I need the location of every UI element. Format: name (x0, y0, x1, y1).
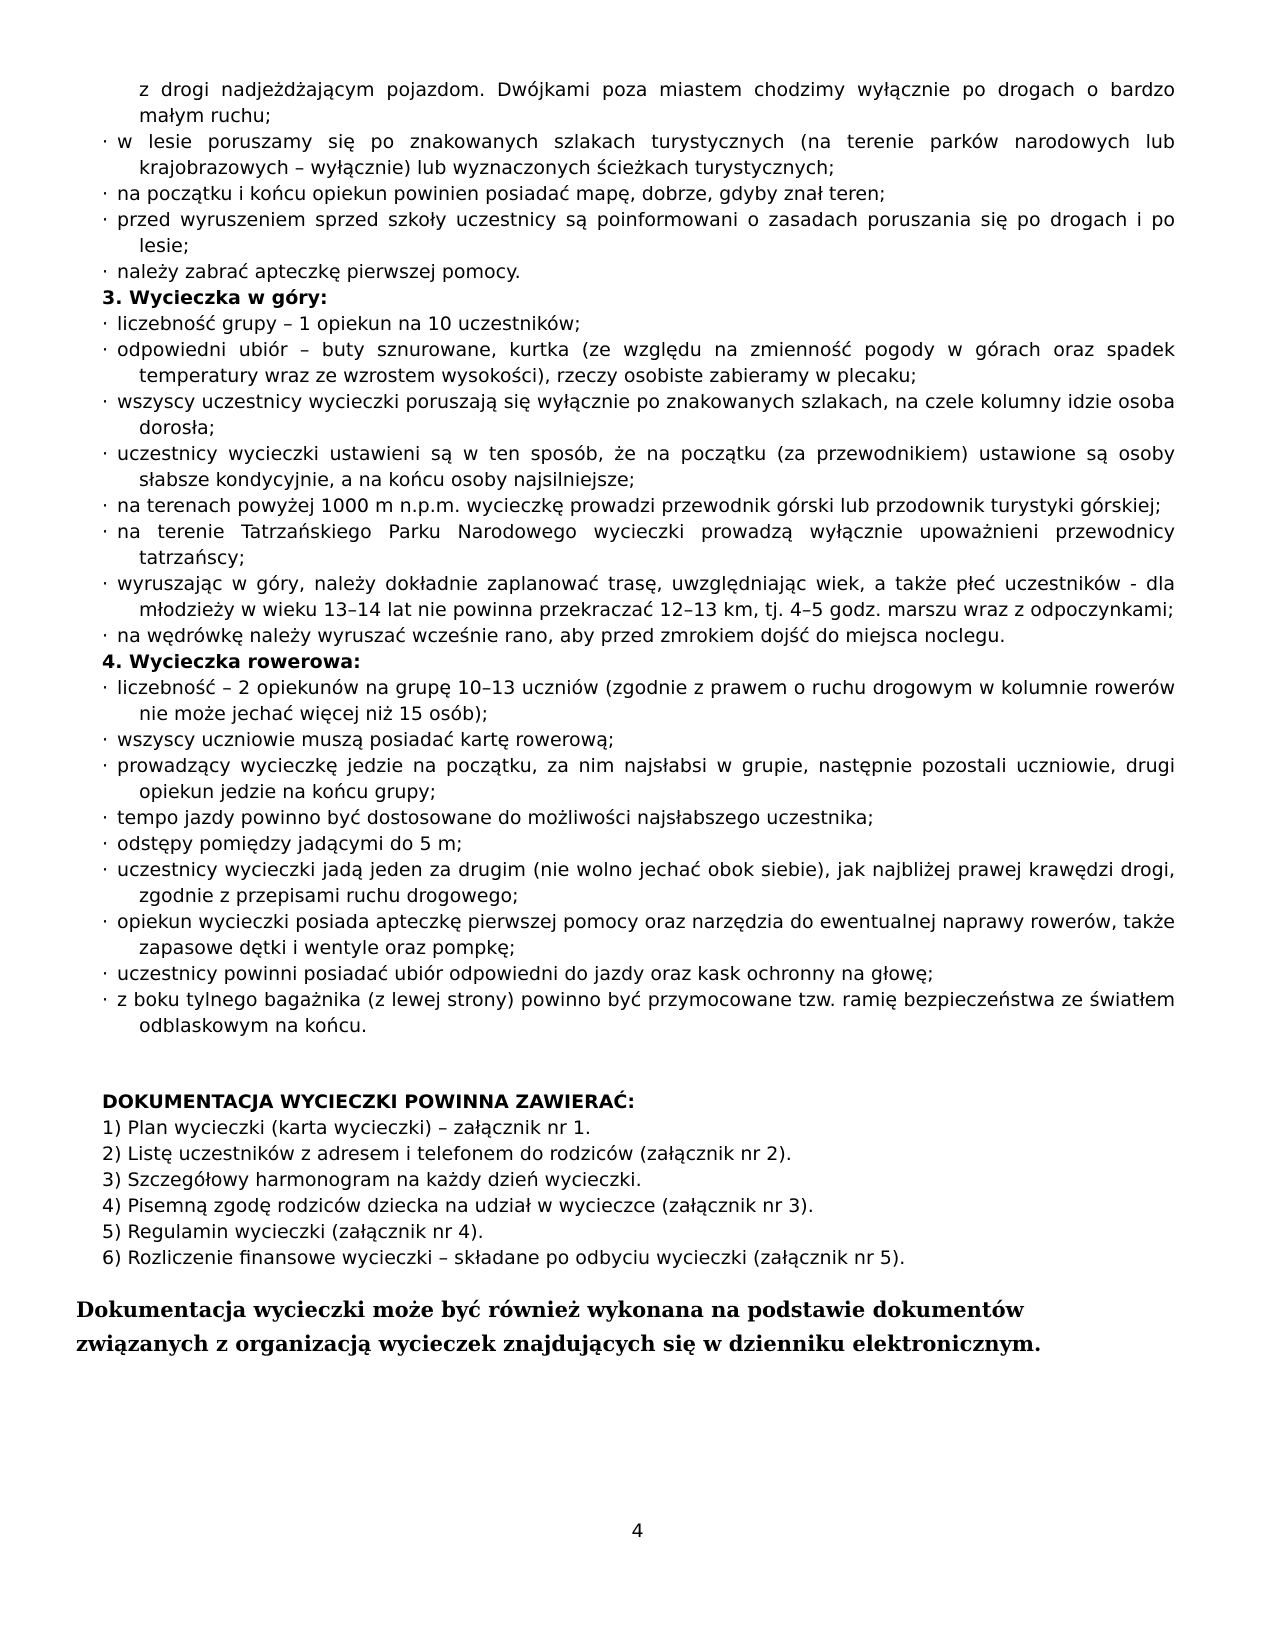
bullet-marker: · (102, 963, 109, 985)
bullet-marker: · (102, 625, 109, 647)
bullet-marker: · (102, 131, 109, 153)
bullet-text: należy zabrać apteczkę pierwszej pomocy. (117, 261, 521, 283)
bullet-marker: · (102, 261, 109, 283)
bullet-item (102, 753, 1175, 805)
bullet-item (102, 857, 1175, 909)
bullet-text: liczebność grupy – 1 opiekun na 10 uczestników; (117, 313, 581, 335)
bullet-item (102, 909, 1175, 961)
bullet-text: uczestnicy wycieczki ustawieni są w ten sposób, że na początku (za przewodnikiem) ustawione są osoby słabsze kondycyjnie, a na końcu osoby najsilniejsze; (117, 443, 1175, 491)
bullet-item (102, 571, 1175, 623)
bullet-marker: · (102, 443, 109, 465)
section-heading: 3. Wycieczka w góry: (102, 287, 328, 309)
bullet-marker: · (102, 313, 109, 335)
paragraph-continuation: z drogi nadjeżdżającym pojazdom. Dwójkami poza miastem chodzimy wyłącznie po drogach o bardzo małym ruchu; (139, 79, 1175, 127)
note-paragraph: Dokumentacja wycieczki może być również wykonana na podstawie dokumentów związanych z organizacją wycieczek znajdujących się w dzienniku elektronicznym. (76, 1297, 1042, 1356)
bullet-text: opiekun wycieczki posiada apteczkę pierwszej pomocy oraz narzędzia do ewentualnej naprawy rowerów, także zapasowe dętki i wentyle oraz pompkę; (117, 911, 1175, 959)
bullet-text: odstępy pomiędzy jadącymi do 5 m; (117, 833, 463, 855)
bullet-text: uczestnicy powinni posiadać ubiór odpowiedni do jazdy oraz kask ochronny na głowę; (117, 963, 934, 985)
bullet-marker: · (102, 807, 109, 829)
bullet-marker: · (102, 391, 109, 413)
bullet-item (102, 961, 1175, 987)
bullet-marker: · (102, 989, 109, 1011)
bullet-item (102, 181, 1175, 207)
bullet-marker: · (102, 911, 109, 933)
bullet-text: z boku tylnego bagażnika (z lewej strony) powinno być przymocowane tzw. ramię bezpieczeństwa ze światłem odblaskowym na końcu. (117, 989, 1175, 1037)
page-number: 4 (631, 1520, 644, 1542)
bullet-text: w lesie poruszamy się po znakowanych szlakach turystycznych (na terenie parków narodowych lub krajobrazowych – wyłącznie) lub wyznaczonych ścieżkach turystycznych; (117, 131, 1175, 179)
bullet-item (102, 389, 1175, 441)
bullet-text: uczestnicy wycieczki jadą jeden za drugim (nie wolno jechać obok siebie), jak najbliżej prawej krawędzi drogi, zgodnie z przepisami ruchu drogowego; (117, 859, 1175, 907)
bullet-text: na wędrówkę należy wyruszać wcześnie rano, aby przed zmrokiem dojść do miejsca noclegu. (117, 625, 1006, 647)
bullet-marker: · (102, 729, 109, 751)
bullet-item (102, 441, 1175, 493)
bullet-marker: · (102, 209, 109, 231)
bullet-text: prowadzący wycieczkę jedzie na początku, za nim najsłabsi w grupie, następnie pozostali uczniowie, drugi opiekun jedzie na końcu grupy; (117, 755, 1175, 803)
bullet-item (102, 259, 1175, 285)
bullet-marker: · (102, 573, 109, 595)
documentation-heading: DOKUMENTACJA WYCIECZKI POWINNA ZAWIERAĆ: (102, 1091, 635, 1113)
bullet-marker: · (102, 859, 109, 881)
numbered-item: 2) Listę uczestników z adresem i telefonem do rodziców (załącznik nr 2). (102, 1143, 792, 1165)
bullet-item (102, 207, 1175, 259)
bullet-item (102, 519, 1175, 571)
document-body (76, 77, 1175, 1361)
bullet-item (102, 727, 1175, 753)
bullet-item (102, 987, 1175, 1039)
bullet-text: na terenie Tatrzańskiego Parku Narodowego wycieczki prowadzą wyłącznie upoważnieni przewodnicy tatrzańscy; (117, 521, 1175, 569)
bullet-marker: · (102, 677, 109, 699)
bullet-text: na początku i końcu opiekun powinien posiadać mapę, dobrze, gdyby znał teren; (117, 183, 886, 205)
bullet-item (102, 831, 1175, 857)
bullet-marker: · (102, 521, 109, 543)
bullet-item (102, 311, 1175, 337)
bullet-item (102, 493, 1175, 519)
bullet-text: liczebność – 2 opiekunów na grupę 10–13 uczniów (zgodnie z prawem o ruchu drogowym w kolumnie rowerów nie może jechać więcej niż 15 osób); (117, 677, 1175, 725)
section-heading: 4. Wycieczka rowerowa: (102, 651, 361, 673)
bullet-item (102, 675, 1175, 727)
bullet-marker: · (102, 183, 109, 205)
bullet-item (102, 805, 1175, 831)
numbered-item: 3) Szczegółowy harmonogram na każdy dzień wycieczki. (102, 1169, 642, 1191)
bullet-text: przed wyruszeniem sprzed szkoły uczestnicy są poinformowani o zasadach poruszania się po drogach i po lesie; (117, 209, 1175, 257)
bullet-marker: · (102, 833, 109, 855)
bullet-text: na terenach powyżej 1000 m n.p.m. wycieczkę prowadzi przewodnik górski lub przodownik turystyki górskiej; (117, 495, 1162, 517)
bullet-item (102, 129, 1175, 181)
numbered-item: 5) Regulamin wycieczki (załącznik nr 4). (102, 1221, 484, 1243)
numbered-item: 4) Pisemną zgodę rodziców dziecka na udział w wycieczce (załącznik nr 3). (102, 1195, 814, 1217)
bullet-text: wszyscy uczestnicy wycieczki poruszają się wyłącznie po znakowanych szlakach, na czele kolumny idzie osoba dorosła; (117, 391, 1175, 439)
bullet-marker: · (102, 339, 109, 361)
bullet-text: odpowiedni ubiór – buty sznurowane, kurtka (ze względu na zmienność pogody w górach oraz spadek temperatury wraz ze wzrostem wysokości), rzeczy osobiste zabieramy w plecaku; (117, 339, 1175, 387)
bullet-item (102, 623, 1175, 649)
bullet-text: wszyscy uczniowie muszą posiadać kartę rowerową; (117, 729, 615, 751)
bullet-text: tempo jazdy powinno być dostosowane do możliwości najsłabszego uczestnika; (117, 807, 874, 829)
bullet-item (102, 337, 1175, 389)
bullet-text: wyruszając w góry, należy dokładnie zaplanować trasę, uwzględniając wiek, a także płeć uczestników - dla młodzieży w wieku 13–14 lat nie powinna przekraczać 12–13 km, tj. 4–5 godz. marszu wraz z odpoczynkami; (117, 573, 1175, 621)
bullet-marker: · (102, 495, 109, 517)
numbered-item: 6) Rozliczenie finansowe wycieczki – składane po odbyciu wycieczki (załącznik nr 5). (102, 1247, 906, 1269)
numbered-item: 1) Plan wycieczki (karta wycieczki) – załącznik nr 1. (102, 1117, 591, 1139)
bullet-marker: · (102, 755, 109, 777)
